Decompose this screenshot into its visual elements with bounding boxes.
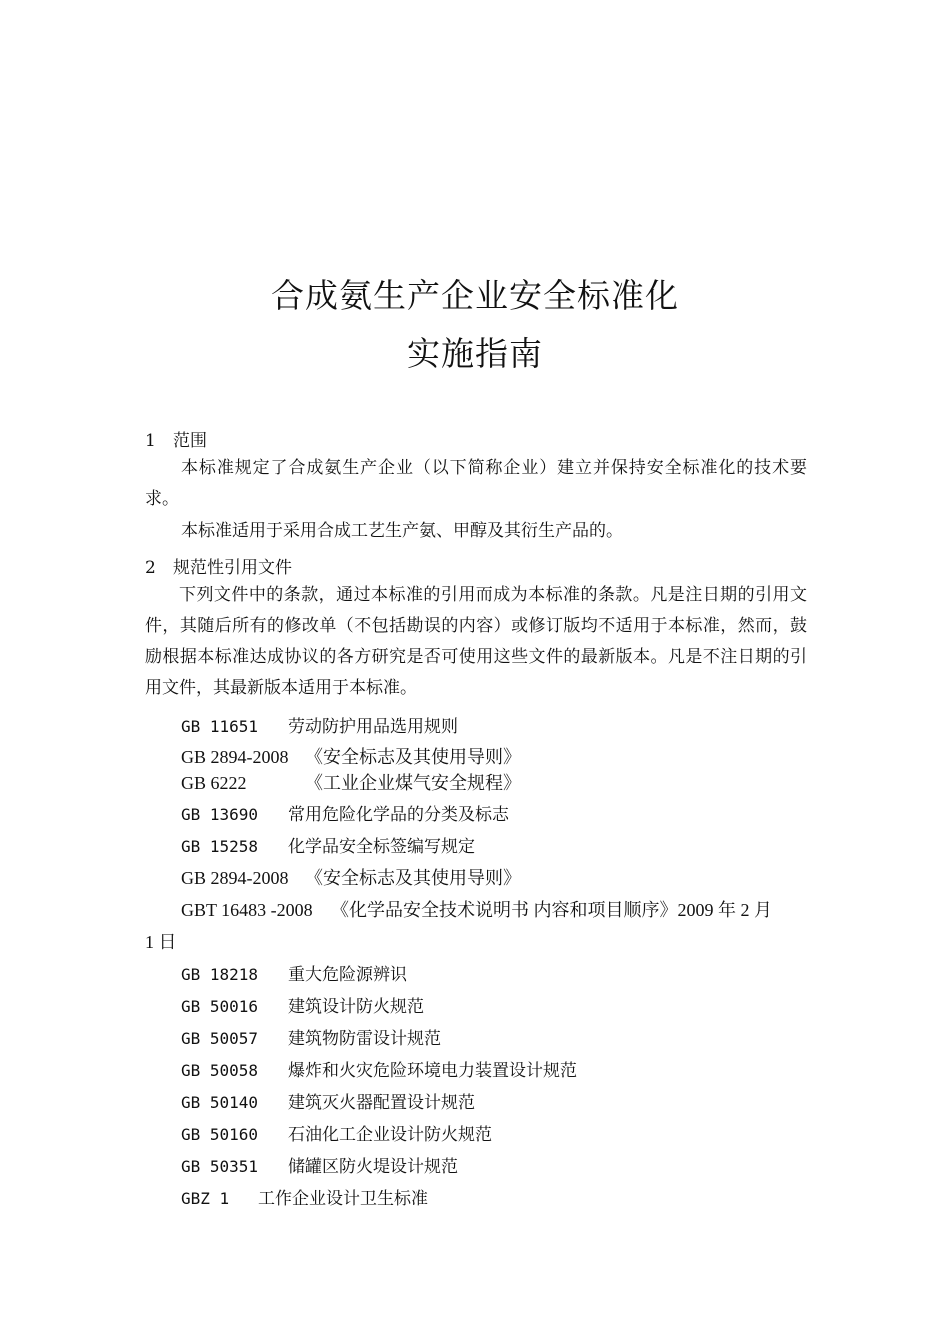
reference-code: GB 6222 bbox=[181, 773, 247, 793]
reference-item bbox=[181, 712, 458, 737]
reference-item bbox=[181, 832, 475, 857]
reference-item bbox=[181, 1088, 475, 1113]
reference-code: GB 18218 bbox=[181, 965, 259, 984]
reference-item bbox=[181, 1184, 428, 1209]
reference-name: 《工业企业煤气安全规程》 bbox=[305, 773, 521, 793]
reference-item bbox=[181, 743, 521, 769]
reference-name: 常用危险化学品的分类及标志 bbox=[288, 805, 509, 825]
reference-item bbox=[181, 896, 772, 922]
reference-name: 爆炸和火灾危险环境电力装置设计规范 bbox=[288, 1061, 577, 1081]
reference-name: 石油化工企业设计防火规范 bbox=[288, 1125, 492, 1145]
section-heading-scope bbox=[145, 426, 207, 451]
document-subtitle: 实施指南 bbox=[407, 334, 543, 373]
reference-name: 化学品安全标签编写规定 bbox=[288, 837, 475, 857]
document-title: 合成氨生产企业安全标准化 bbox=[271, 276, 679, 315]
reference-item bbox=[181, 1024, 441, 1049]
reference-item bbox=[181, 1152, 458, 1177]
reference-code: GB 2894-2008 bbox=[181, 747, 289, 767]
reference-item bbox=[181, 992, 424, 1017]
reference-code: GB 13690 bbox=[181, 805, 259, 824]
reference-name: 建筑设计防火规范 bbox=[288, 997, 424, 1017]
reference-code: GB 11651 bbox=[181, 717, 259, 736]
reference-item bbox=[181, 864, 521, 890]
reference-name: 《化学品安全技术说明书 内容和项目顺序》2009 年 2 月 bbox=[331, 900, 772, 920]
section-title: 规范性引用文件 bbox=[173, 558, 292, 578]
reference-code: GBT 16483 -2008 bbox=[181, 900, 313, 920]
reference-code: GB 50058 bbox=[181, 1061, 259, 1080]
reference-name: 《安全标志及其使用导则》 bbox=[305, 747, 521, 767]
reference-item bbox=[181, 1120, 492, 1145]
reference-name: 储罐区防火堤设计规范 bbox=[288, 1157, 458, 1177]
scope-paragraph-1: 本标准规定了合成氨生产企业（以下简称企业）建立并保持安全标准化的技术要求。 bbox=[145, 458, 807, 509]
references-intro-paragraph: 下列文件中的条款，通过本标准的引用而成为本标准的条款。凡是注日期的引用文件，其随后所有的修改单（不包括勘误的内容）或修订版均不适用于本标准，然而，鼓励根据本标准达成协议的各方研究是否可使用这些文件的最新版本。凡是不注日期的引用文件，其最新版本适用于本标准。 bbox=[145, 585, 807, 698]
reference-item bbox=[181, 960, 407, 985]
reference-code: GB 50351 bbox=[181, 1157, 259, 1176]
reference-code: GB 50160 bbox=[181, 1125, 259, 1144]
reference-item bbox=[181, 769, 521, 795]
section-number: 1 bbox=[145, 431, 156, 451]
reference-name: 劳动防护用品选用规则 bbox=[288, 717, 458, 737]
reference-code: GB 50016 bbox=[181, 997, 259, 1016]
reference-continuation: 1 日 bbox=[145, 932, 177, 952]
section-title: 范围 bbox=[173, 431, 207, 451]
reference-name: 《安全标志及其使用导则》 bbox=[305, 868, 521, 888]
scope-paragraph-2: 本标准适用于采用合成工艺生产氨、甲醇及其衍生产品的。 bbox=[181, 521, 623, 541]
reference-code: GBZ 1 bbox=[181, 1189, 230, 1208]
reference-code: GB 2894-2008 bbox=[181, 868, 289, 888]
reference-code: GB 15258 bbox=[181, 837, 259, 856]
reference-code: GB 50140 bbox=[181, 1093, 259, 1112]
reference-name: 工作企业设计卫生标准 bbox=[258, 1189, 428, 1209]
reference-name: 重大危险源辨识 bbox=[288, 965, 407, 985]
reference-name: 建筑灭火器配置设计规范 bbox=[288, 1093, 475, 1113]
reference-code: GB 50057 bbox=[181, 1029, 259, 1048]
reference-item bbox=[181, 1056, 577, 1081]
reference-item bbox=[181, 800, 509, 825]
reference-name: 建筑物防雷设计规范 bbox=[288, 1029, 441, 1049]
section-number: 2 bbox=[145, 558, 156, 578]
section-heading-references bbox=[145, 553, 292, 578]
